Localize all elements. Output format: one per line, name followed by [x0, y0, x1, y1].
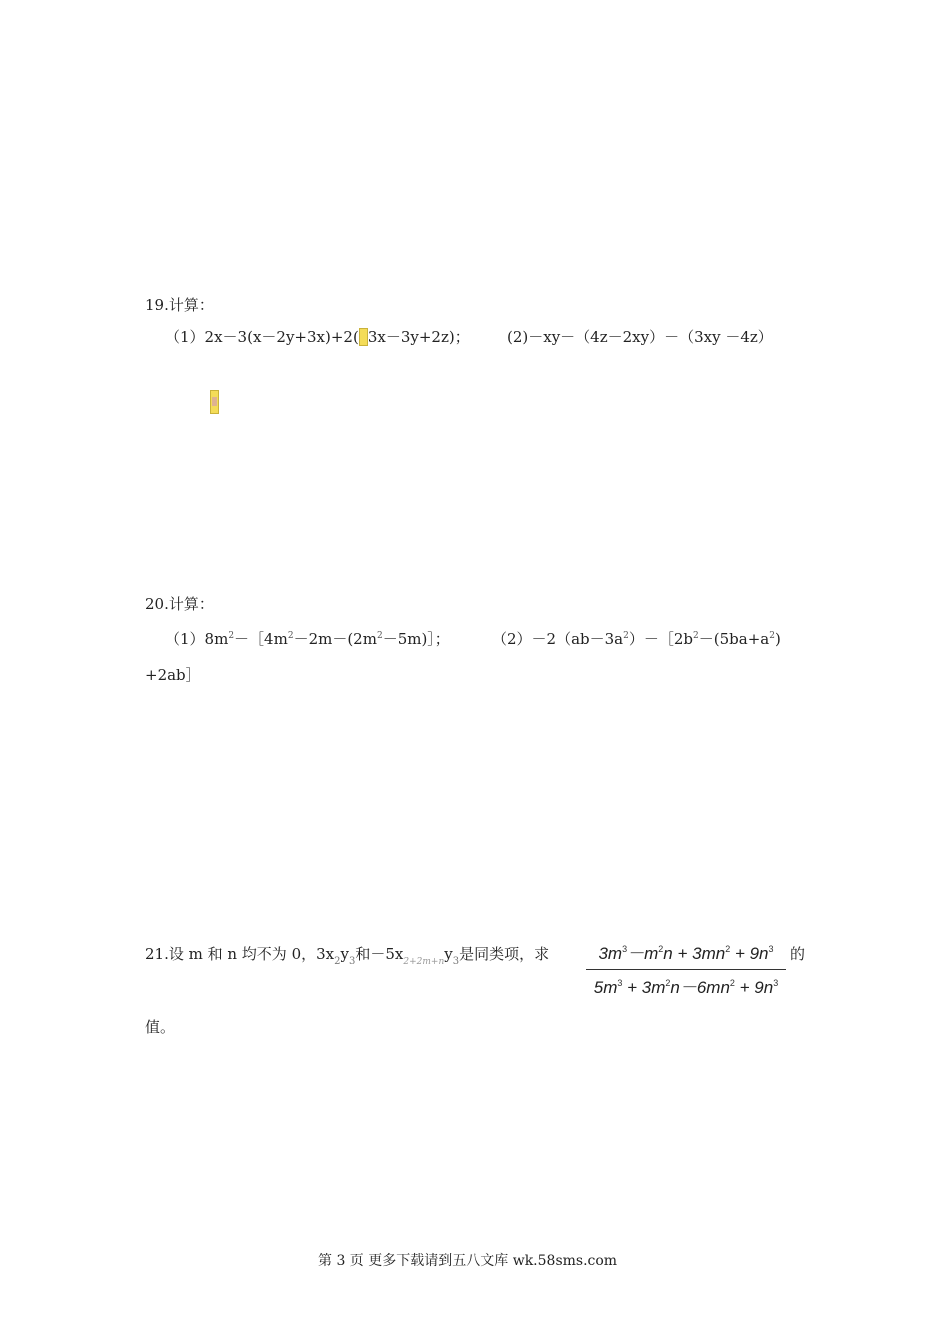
q20-text: （1）8m	[165, 630, 229, 648]
q20-title: 20.计算：	[145, 595, 214, 613]
q20-line2: +2ab］	[145, 666, 201, 684]
exponent: 3	[622, 944, 628, 954]
frac-term: 3m	[598, 944, 623, 963]
exponent: 3	[768, 944, 774, 954]
frac-term: + 3m	[622, 978, 666, 997]
exponent: 2	[693, 631, 699, 641]
q20-line1-right	[492, 627, 781, 648]
q19-part2: (2)－xy－（4z－2xy）－（3xy －4z）	[507, 328, 773, 346]
subscript: 3	[452, 956, 460, 967]
q19-part1-b: 3x－3y+2z)；	[367, 328, 470, 346]
exponent: 2	[228, 631, 235, 641]
q20-text: －5m)］；	[382, 630, 450, 648]
q19-title: 19.计算：	[145, 296, 214, 314]
q21-text: 21.设 m 和 n 均不为 0，3x	[145, 945, 335, 963]
q19-part1-a: （1）2x－3(x－2y+3x)+2(	[165, 328, 359, 346]
exponent: 2	[769, 631, 775, 641]
q21-text: y	[340, 945, 349, 963]
q20-text: ）－［2b	[628, 630, 694, 648]
q21-text: 是同类项，求	[459, 945, 550, 963]
highlight-mark	[359, 328, 368, 346]
fraction-bar	[586, 969, 786, 970]
q20-text: （2）－2（ab－3a	[492, 630, 624, 648]
subscript: 2	[334, 956, 341, 967]
frac-term: 5m	[593, 978, 618, 997]
exponent: 3	[773, 978, 779, 988]
q20-text: )	[774, 630, 781, 648]
q20-line1-left	[165, 627, 450, 648]
subscript: 2+2m+n	[403, 957, 445, 967]
q21-after: 的	[790, 945, 806, 963]
q20-text: －(5ba+a	[698, 630, 770, 648]
fraction-expression	[586, 938, 786, 999]
exponent: 2	[729, 978, 735, 988]
frac-term: n + 3mn	[663, 944, 726, 963]
frac-term: －m	[627, 944, 659, 963]
q19-part1	[165, 328, 470, 346]
exponent: 3	[617, 978, 623, 988]
page-footer: 第 3 页 更多下载请到五八文库 wk.58sms.com	[318, 1253, 618, 1269]
q21-line2: 值。	[145, 1018, 176, 1036]
fraction-denominator	[586, 972, 786, 999]
exponent: 2	[623, 631, 629, 641]
fraction-numerator	[586, 938, 786, 965]
subscript: 3	[349, 956, 356, 967]
exponent: 2	[376, 631, 383, 641]
exponent: 2	[658, 944, 664, 954]
q21-line1	[145, 945, 549, 966]
exponent: 2	[665, 978, 671, 988]
q20-text: －2m－(2m	[293, 630, 377, 648]
q20-text: －［4m	[234, 630, 288, 648]
q21-text: y	[444, 945, 453, 963]
highlight-mark-small	[210, 390, 219, 414]
frac-term: n－6mn	[670, 978, 730, 997]
exponent: 2	[287, 631, 294, 641]
q21-text: 和－5x	[355, 945, 404, 963]
exponent: 2	[725, 944, 731, 954]
frac-term: + 9n	[730, 944, 769, 963]
frac-term: + 9n	[734, 978, 774, 997]
